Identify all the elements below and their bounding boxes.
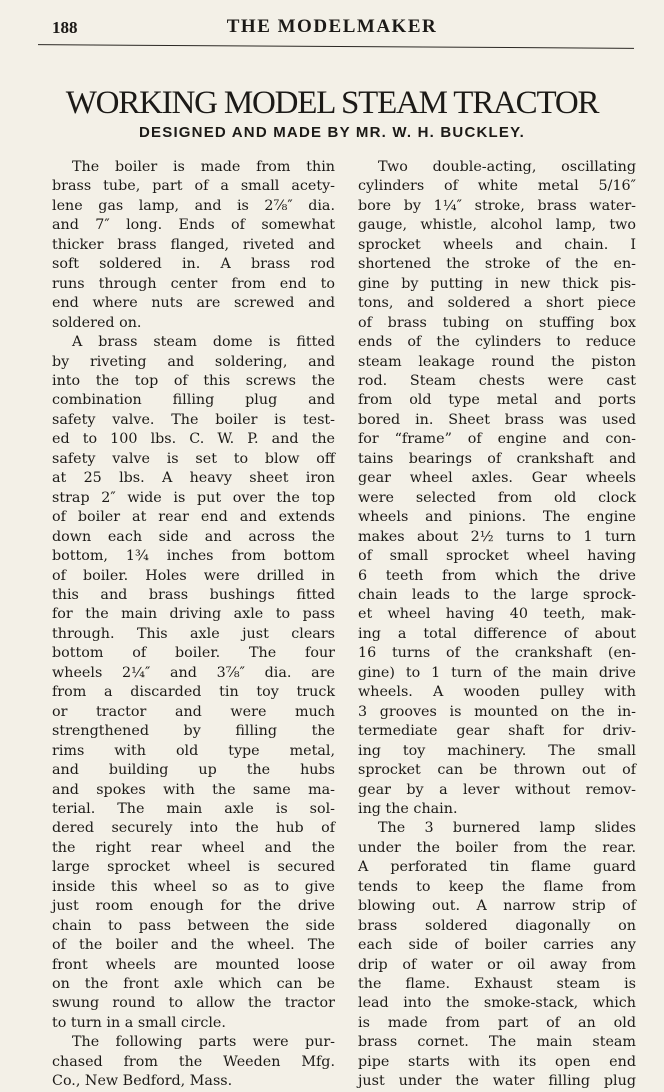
text-line: Co., New Bedford, Mass. (52, 1073, 233, 1090)
text-line: brass soldered diagonally on (358, 917, 636, 934)
text-line: combination filling plug and (52, 392, 335, 409)
running-title: THE MODELMAKER (226, 16, 438, 37)
text-line: sprocket wheels and chain. I (358, 236, 636, 253)
text-line: large sprocket wheel is secured (52, 859, 335, 876)
text-line: by riveting and soldering, and (52, 353, 335, 370)
text-line: or tractor and were much (52, 703, 335, 720)
text-line: thicker brass flanged, riveted and (52, 236, 335, 253)
text-line: for “frame” of engine and con- (358, 431, 636, 448)
text-line: pipe starts with its open end (358, 1053, 636, 1070)
text-line: wheels. A wooden pulley with (358, 684, 636, 701)
text-line: A brass steam dome is fitted (72, 334, 335, 351)
text-line: sprocket can be thrown out of (358, 762, 636, 779)
text-line: and spokes with the same ma- (52, 781, 335, 798)
text-line: chased from the Weeden Mfg. (52, 1053, 335, 1070)
text-line: through. This axle just clears (52, 625, 335, 642)
text-line: inside this wheel so as to give (52, 878, 335, 895)
text-line: ed to 100 lbs. C. W. P. and the (52, 431, 335, 448)
text-line: gine by putting in new thick pis- (358, 275, 636, 292)
text-line: wheels 2¼″ and 3⅞″ dia. are (52, 664, 335, 681)
text-line: chain leads to the large sprock- (358, 586, 636, 603)
text-line: 16 turns of the crankshaft (en- (358, 645, 636, 662)
text-line: end where nuts are screwed and (52, 295, 335, 312)
text-line: safety valve is set to blow off (52, 450, 335, 467)
text-line: 6 teeth from which the drive (358, 567, 636, 584)
text-line: gear by a lever without remov- (358, 781, 636, 798)
text-line: bottom, 1¾ inches from bottom (52, 548, 335, 565)
text-line: runs through center from end to (52, 275, 335, 292)
text-line: Two double-acting, oscillating (378, 159, 636, 175)
text-line: just room enough for the drive (52, 898, 335, 915)
text-line: The boiler is made from thin (72, 159, 335, 175)
text-line: and building up the hubs (52, 762, 335, 779)
header-rule (38, 44, 634, 49)
text-line: wheels and pinions. The engine (358, 509, 636, 526)
text-line: the right rear wheel and the (52, 839, 335, 856)
text-line: shortened the stroke of the en- (358, 256, 636, 273)
page-number: 188 (52, 18, 78, 37)
text-line: makes about 2½ turns to 1 turn (358, 528, 636, 545)
text-line: drip of water or oil away from (358, 956, 636, 973)
text-line: of small sprocket wheel having (358, 548, 636, 565)
text-line: terial. The main axle is sol- (52, 800, 335, 817)
text-line: gear wheel axles. Gear wheels (358, 470, 636, 487)
text-line: of brass tubing on stuffing box (358, 314, 636, 331)
text-line: 3 grooves is mounted on the in- (358, 703, 636, 720)
text-line: brass tube, part of a small acety- (52, 178, 335, 195)
text-line: The 3 burnered lamp slides (378, 820, 636, 837)
text-line: just under the water filling plug (358, 1073, 636, 1090)
text-line: soft soldered in. A brass rod (52, 256, 335, 273)
text-line: ing a total difference of about (358, 625, 636, 642)
text-line: strengthened by filling the (52, 723, 335, 740)
text-line: of boiler. Holes were drilled in (52, 567, 335, 584)
text-line: lene gas lamp, and is 2⅞″ dia. (52, 197, 335, 214)
text-line: under the boiler from the rear. (358, 839, 636, 856)
article-byline: DESIGNED AND MADE BY MR. W. H. BUCKLEY. (139, 124, 525, 141)
text-line: is made from part of an old (358, 1014, 636, 1031)
text-line: bored in. Sheet brass was used (358, 411, 636, 428)
text-line: down each side and across the (52, 528, 335, 545)
text-line: termediate gear shaft for driv- (358, 723, 636, 740)
text-line: dered securely into the hub of (52, 820, 335, 837)
text-line: on the front axle which can be (52, 976, 335, 993)
text-line: lead into the smoke-stack, which (358, 995, 636, 1012)
text-line: strap 2″ wide is put over the top (52, 489, 335, 506)
text-line: tends to keep the flame from (358, 878, 636, 895)
text-line: ing the chain. (358, 800, 458, 817)
text-line: gine) to 1 turn of the main drive (358, 664, 636, 681)
text-line: each side of boiler carries any (358, 937, 636, 954)
left-column (52, 158, 335, 1092)
text-line: for the main driving axle to pass (52, 606, 335, 623)
right-column (358, 158, 636, 1092)
article-title: WORKING MODEL STEAM TRACTOR (65, 85, 599, 121)
text-line: blowing out. A narrow strip of (358, 898, 636, 915)
text-line: of the boiler and the wheel. The (52, 937, 335, 954)
text-line: were selected from old clock (358, 489, 636, 506)
text-line: chain to pass between the side (52, 917, 335, 934)
text-line: rod. Steam chests were cast (358, 372, 636, 389)
text-line: from a discarded tin toy truck (52, 684, 335, 701)
text-line: ends of the cylinders to reduce (358, 334, 636, 351)
text-line: tains bearings of crankshaft and (358, 450, 636, 467)
text-line: at 25 lbs. A heavy sheet iron (52, 470, 335, 487)
text-line: safety valve. The boiler is test- (52, 411, 335, 428)
text-line: A perforated tin flame guard (358, 859, 636, 876)
text-line: and 7″ long. Ends of somewhat (52, 217, 335, 234)
text-line: steam leakage round the piston (358, 353, 636, 370)
text-line: swung round to allow the tractor (52, 995, 335, 1012)
text-line: into the top of this screws the (52, 372, 335, 389)
text-line: ing toy machinery. The small (358, 742, 636, 759)
text-line: brass cornet. The main steam (358, 1034, 636, 1051)
text-line: The following parts were pur- (72, 1034, 335, 1051)
text-line: gauge, whistle, alcohol lamp, two (358, 217, 636, 234)
text-line: cylinders of white metal 5/16″ (358, 178, 636, 195)
text-line: et wheel having 40 teeth, mak- (358, 606, 636, 623)
text-line: rims with old type metal, (52, 742, 335, 759)
text-line: from old type metal and ports (358, 392, 636, 409)
text-line: the flame. Exhaust steam is (358, 976, 636, 993)
text-line: front wheels are mounted loose (52, 956, 335, 973)
text-line: bore by 1¼″ stroke, brass water- (358, 197, 636, 214)
text-line: tons, and soldered a short piece (358, 295, 636, 312)
text-line: this and brass bushings fitted (52, 586, 335, 603)
text-line: bottom of boiler. The four (52, 645, 335, 662)
text-line: of boiler at rear end and extends (52, 509, 335, 526)
text-line: soldered on. (52, 314, 142, 331)
text-line: to turn in a small circle. (52, 1014, 226, 1031)
